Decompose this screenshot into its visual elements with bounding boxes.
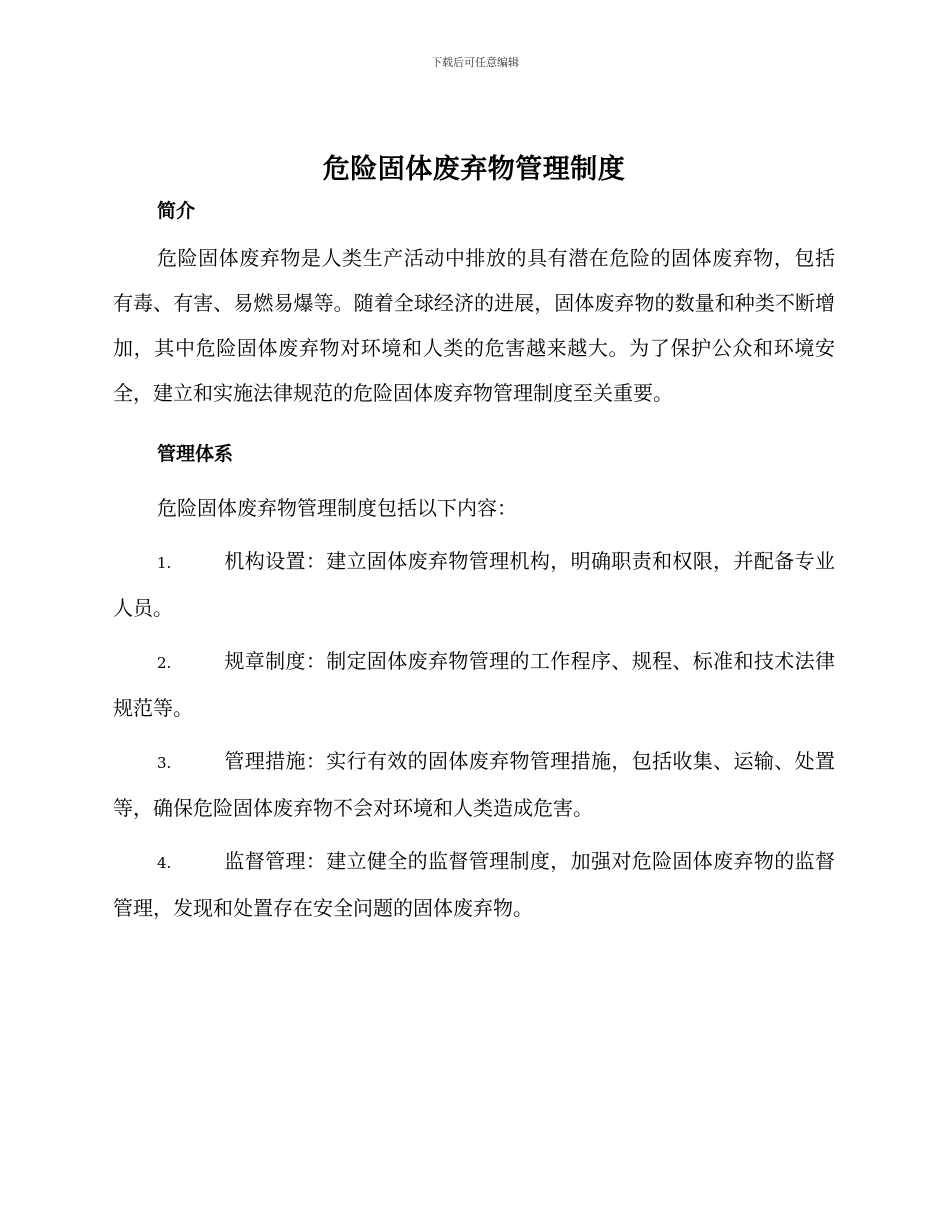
list-item-text: 规章制度：制定固体废弃物管理的工作程序、规程、标准和技术法律规范等。 <box>113 649 835 720</box>
list-item-number: 2. <box>157 654 172 672</box>
section-heading-system: 管理体系 <box>157 443 234 465</box>
list-item <box>113 739 835 831</box>
system-lead-paragraph: 危险固体废弃物管理制度包括以下内容： <box>157 496 517 520</box>
document-title: 危险固体废弃物管理制度 <box>322 154 626 185</box>
page-header-note: 下载后可任意编辑 <box>431 56 519 69</box>
list-item-text: 机构设置：建立固体废弃物管理机构，明确职责和权限，并配备专业人员。 <box>113 549 835 620</box>
list-item <box>113 639 835 731</box>
intro-paragraph: 危险固体废弃物是人类生产活动中排放的具有潜在危险的固体废弃物，包括有毒、有害、易燃易爆等。随着全球经济的进展，固体废弃物的数量和种类不断增加，其中危险固体废弃物对环境和人类的危害越来越大。为了保护公众和环境安全，建立和实施法律规范的危险固体废弃物管理制度至关重要。 <box>113 246 835 405</box>
list-item-number: 4. <box>157 854 172 872</box>
list-item-text: 监督管理：建立健全的监督管理制度，加强对危险固体废弃物的监督管理，发现和处置存在安全问题的固体废弃物。 <box>113 849 835 920</box>
list-item-text: 管理措施：实行有效的固体废弃物管理措施，包括收集、运输、处置等，确保危险固体废弃物不会对环境和人类造成危害。 <box>113 749 835 820</box>
section-heading-intro: 简介 <box>157 200 196 222</box>
list-item-number: 3. <box>157 754 172 772</box>
list-item <box>113 839 835 931</box>
document-body <box>113 148 835 931</box>
list-item-number: 1. <box>157 554 172 572</box>
list-item <box>113 539 835 631</box>
